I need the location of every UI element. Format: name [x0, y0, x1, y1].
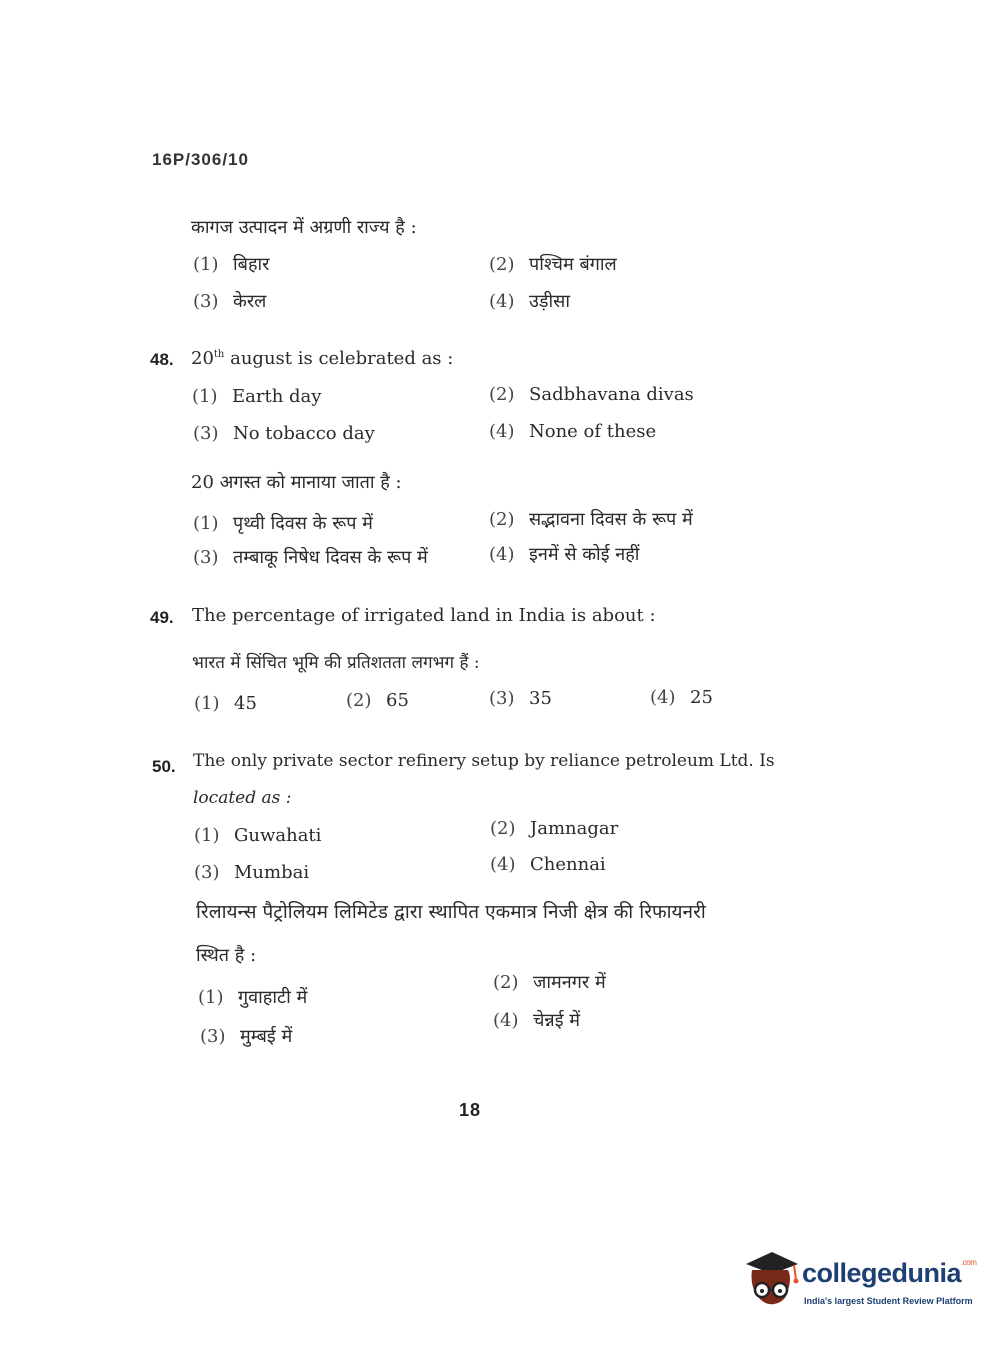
option-text: तम्बाकू निषेध दिवस के रूप में: [233, 547, 428, 568]
option-number: (1): [198, 987, 224, 1008]
option-number: (1): [193, 513, 219, 534]
option-number: (1): [192, 386, 218, 407]
logo-brand-suffix: .com: [961, 1258, 977, 1267]
option-text: केरल: [233, 291, 267, 312]
option-number: (3): [489, 688, 515, 709]
logo-brand: [802, 1258, 976, 1289]
logo-tagline: India's largest Student Review Platform: [804, 1296, 973, 1306]
option-text: 25: [690, 687, 713, 708]
q50-number: 50.: [152, 757, 176, 776]
logo-brand-name: collegedunia: [802, 1258, 962, 1288]
option-number: (4): [650, 687, 676, 708]
q48-hindi-stem: 20 अगस्त को मानाया जाता है :: [191, 472, 402, 493]
option-text: बिहार: [233, 254, 270, 275]
q48-hindi-option-2: [489, 507, 693, 531]
option-text: Mumbai: [234, 862, 310, 883]
q48-option-3: [193, 423, 375, 444]
option-text: None of these: [529, 421, 657, 442]
q48-stem-sup: th: [213, 349, 225, 360]
option-number: (4): [489, 291, 515, 312]
option-number: (4): [490, 854, 516, 875]
option-text: गुवाहाटी में: [238, 987, 308, 1008]
q50-hindi-stem-line2: स्थित है :: [196, 945, 257, 966]
option-number: (3): [193, 423, 219, 444]
option-number: (3): [193, 547, 219, 568]
option-text: Earth day: [232, 386, 322, 407]
q49-hindi-stem: भारत में सिंचित भूमि की प्रतिशतता लगभग हैं :: [192, 653, 480, 673]
option-number: (2): [490, 818, 516, 839]
option-number: (2): [493, 972, 519, 993]
option-text: जामनगर में: [533, 972, 606, 993]
q49-option-3: [489, 688, 552, 709]
option-text: 45: [234, 693, 257, 714]
option-text: पश्चिम बंगाल: [529, 254, 617, 275]
q49-number: 49.: [150, 608, 174, 627]
option-text: सद्भावना दिवस के रूप में: [529, 509, 693, 530]
option-text: मुम्बई में: [240, 1026, 293, 1047]
option-number: (4): [493, 1010, 519, 1031]
q48-stem: [191, 348, 453, 369]
option-text: No tobacco day: [233, 423, 375, 444]
q50-option-1: [194, 825, 321, 846]
option-text: चेन्नई में: [533, 1010, 581, 1031]
q49-stem: The percentage of irrigated land in India is about :: [192, 605, 656, 626]
option-number: (1): [194, 825, 220, 846]
option-text: Guwahati: [234, 825, 322, 846]
q48-hindi-option-4: [489, 542, 639, 566]
paper-code: 16P/306/10: [152, 150, 249, 169]
q49-option-1: [194, 693, 257, 714]
q50-hindi-option-1: [198, 985, 307, 1009]
q49-option-4: [650, 687, 713, 708]
q48-hindi-option-3: [193, 545, 428, 569]
option-number: (2): [489, 509, 515, 530]
q50-option-4: [490, 854, 606, 875]
option-text: Sadbhavana divas: [529, 384, 694, 405]
q47-hindi-option-3: [193, 289, 266, 313]
collegedunia-logo: [742, 1250, 977, 1320]
q47-hindi-option-2: [489, 252, 617, 276]
option-text: 35: [529, 688, 552, 709]
option-text: इनमें से कोई नहीं: [529, 544, 640, 565]
option-text: पृथ्वी दिवस के रूप में: [233, 513, 373, 534]
q47-hindi-stem: कागज उत्पादन में अग्रणी राज्य है :: [191, 217, 417, 238]
option-number: (1): [193, 254, 219, 275]
option-text: Chennai: [530, 854, 606, 875]
option-number: (4): [489, 544, 515, 565]
q48-stem-base: 20: [191, 348, 214, 369]
q48-option-4: [489, 421, 656, 442]
q48-option-2: [489, 384, 694, 405]
q50-stem-line1: The only private sector refinery setup by reliance petroleum Ltd. Is: [193, 751, 775, 771]
option-number: (3): [194, 862, 220, 883]
q48-option-1: [192, 386, 321, 407]
q50-option-3: [194, 862, 309, 883]
option-number: (4): [489, 421, 515, 442]
option-text: उड़ीसा: [529, 291, 570, 312]
q50-hindi-option-4: [493, 1008, 580, 1032]
option-number: (1): [194, 693, 220, 714]
option-text: 65: [386, 690, 409, 711]
q47-hindi-option-1: [193, 252, 270, 276]
q50-hindi-stem-line1: रिलायन्स पैट्रोलियम लिमिटेड द्वारा स्थापित एकमात्र निजी क्षेत्र की रिफायनरी: [196, 901, 706, 923]
option-number: (3): [200, 1026, 226, 1047]
option-number: (2): [346, 690, 372, 711]
page-number: 18: [459, 1100, 482, 1120]
q50-hindi-option-2: [493, 970, 606, 994]
option-text: Jamnagar: [530, 818, 619, 839]
q48-stem-rest: august is celebrated as :: [224, 348, 454, 369]
q50-stem-line2: located as :: [193, 788, 292, 808]
mascot-icon: [742, 1250, 802, 1314]
q48-number: 48.: [150, 350, 174, 369]
option-number: (2): [489, 384, 515, 405]
q49-option-2: [346, 690, 409, 711]
option-number: (2): [489, 254, 515, 275]
q48-hindi-option-1: [193, 511, 373, 535]
q47-hindi-option-4: [489, 289, 570, 313]
q50-option-2: [490, 818, 618, 839]
option-number: (3): [193, 291, 219, 312]
q50-hindi-option-3: [200, 1024, 292, 1048]
